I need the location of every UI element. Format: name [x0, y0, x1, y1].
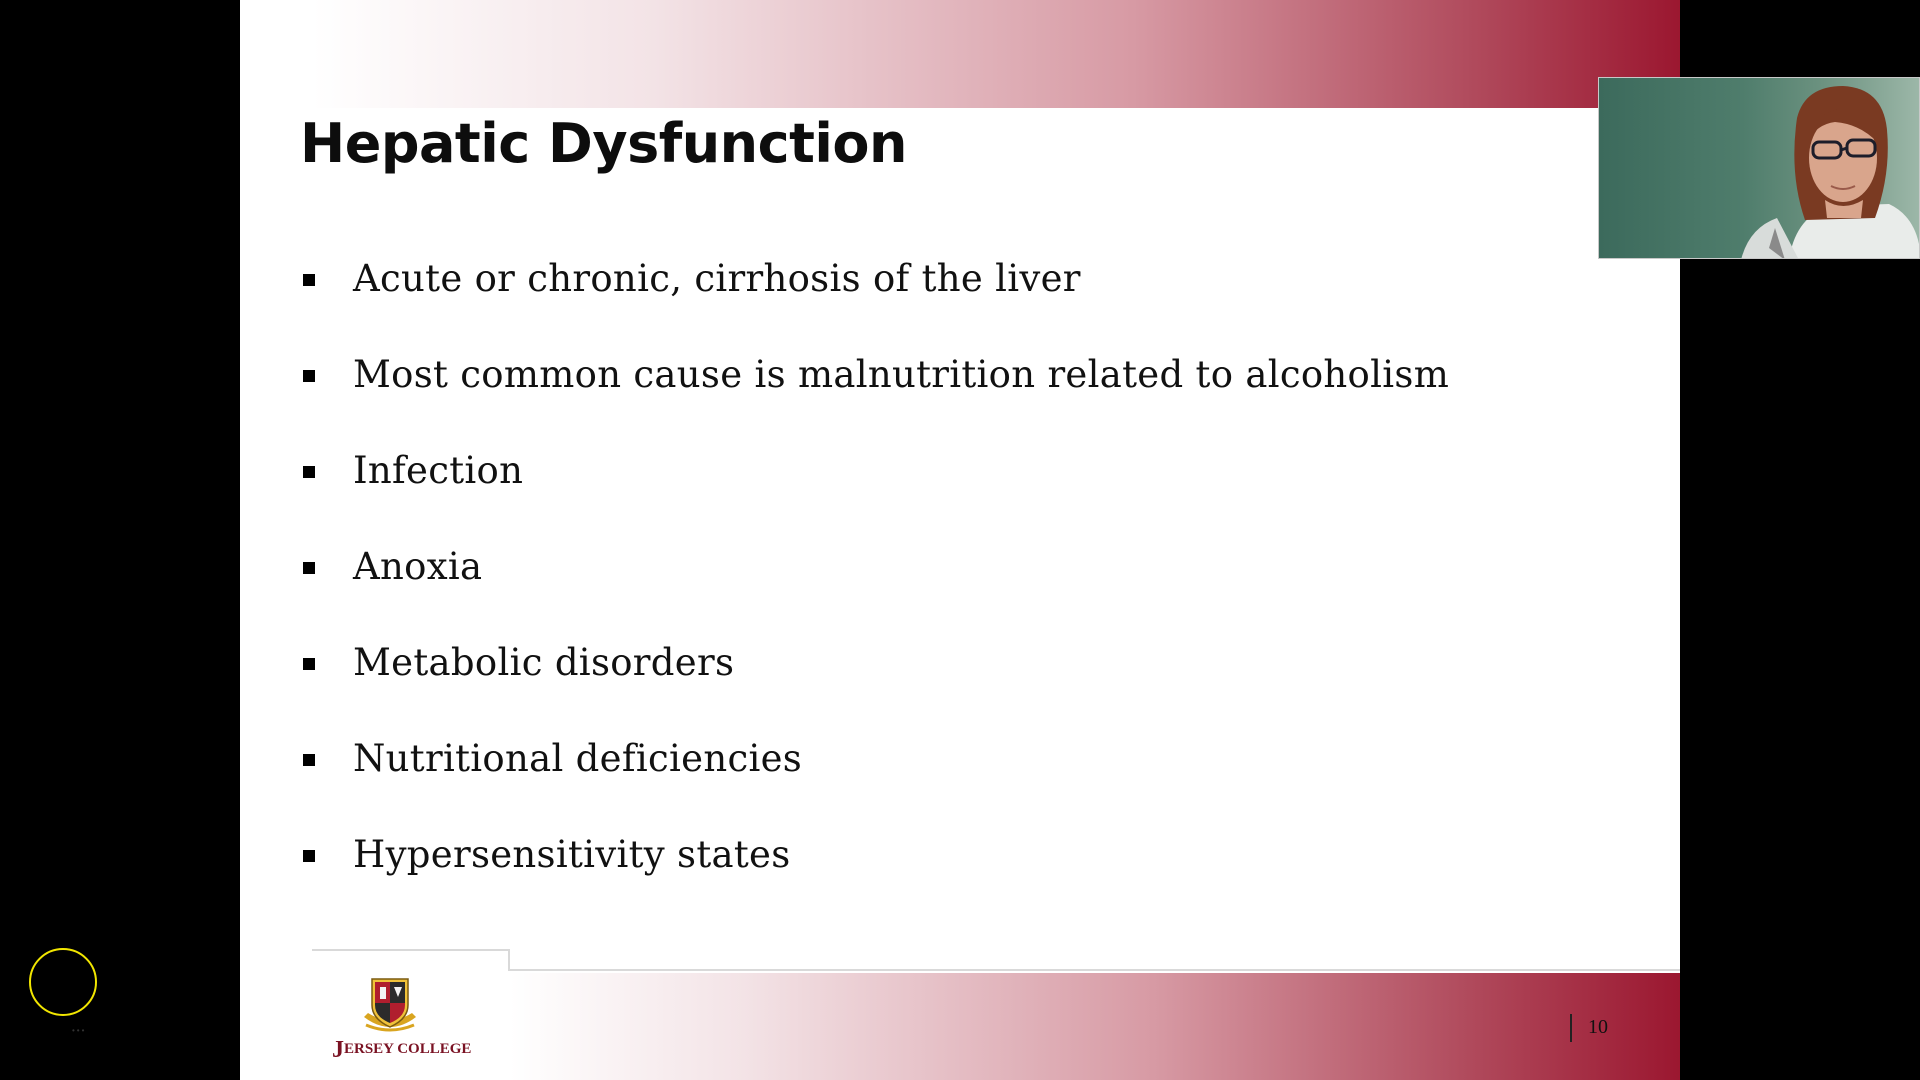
slide: [240, 0, 1680, 1080]
bullet-list: [300, 248, 1449, 920]
webcam-video[interactable]: [1598, 77, 1920, 259]
list-item: [300, 440, 1449, 536]
list-item: [300, 536, 1449, 632]
bullet-text: Nutritional deficiencies: [353, 737, 803, 780]
square-bullet-icon: [303, 274, 315, 286]
list-item: [300, 248, 1449, 344]
slide-title: Hepatic Dysfunction: [300, 112, 907, 175]
square-bullet-icon: [303, 466, 315, 478]
square-bullet-icon: [303, 850, 315, 862]
college-name-initial: J: [332, 1037, 344, 1063]
list-item: [300, 824, 1449, 920]
presenter-video-icon: [1599, 78, 1920, 259]
bullet-text: Hypersensitivity states: [353, 833, 791, 876]
list-item: [300, 728, 1449, 824]
bullet-text: Infection: [353, 449, 524, 492]
square-bullet-icon: [303, 754, 315, 766]
bullet-text: Most common cause is malnutrition related to alcoholism: [353, 353, 1450, 396]
laser-pointer-ring-icon: [29, 948, 97, 1016]
footer-divider: [508, 949, 510, 971]
list-item: [300, 344, 1449, 440]
page-number: 10: [1588, 1016, 1608, 1038]
college-name: [332, 1037, 471, 1064]
bullet-text: Anoxia: [353, 545, 483, 588]
top-gradient-banner: [312, 0, 1680, 108]
bullet-text: Metabolic disorders: [353, 641, 735, 684]
bottom-gradient-banner: [510, 973, 1680, 1080]
list-item: [300, 632, 1449, 728]
college-name-rest: ERSEY COLLEGE: [344, 1041, 472, 1057]
footer-divider: [312, 949, 510, 951]
square-bullet-icon: [303, 658, 315, 670]
college-crest-icon: [358, 975, 422, 1035]
square-bullet-icon: [303, 562, 315, 574]
footer-divider: [508, 969, 1680, 971]
bullet-text: Acute or chronic, cirrhosis of the liver: [353, 257, 1081, 300]
page-number-separator: [1570, 1014, 1572, 1042]
college-logo: [332, 975, 472, 1070]
square-bullet-icon: [303, 370, 315, 382]
pointer-dots-icon: •••: [72, 1026, 87, 1035]
